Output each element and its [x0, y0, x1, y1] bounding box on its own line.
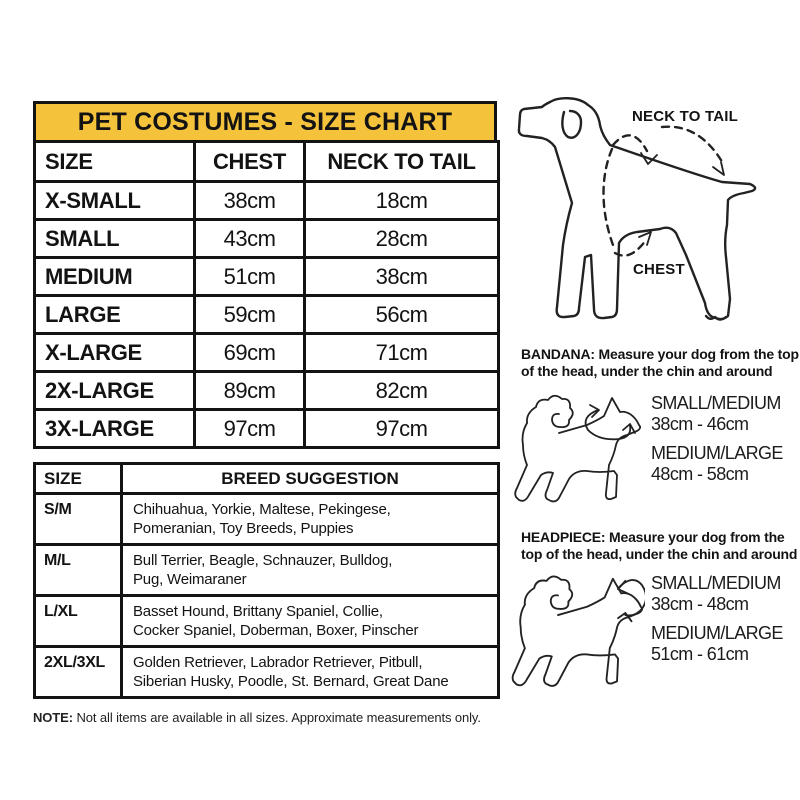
column-header-neck-to-tail: NECK TO TAIL	[305, 142, 499, 182]
headpiece-diagram	[500, 563, 645, 693]
breed-cell	[122, 545, 499, 596]
size-option-label: MEDIUM/LARGE	[651, 623, 783, 643]
footnote-text: Not all items are available in all sizes. Approximate measurements only.	[76, 710, 481, 725]
breed-line: Cocker Spaniel, Doberman, Boxer, Pinscher	[133, 622, 419, 639]
neck-cell: 97cm	[305, 410, 499, 448]
chest-cell: 89cm	[195, 372, 305, 410]
neck-cell: 56cm	[305, 296, 499, 334]
table-row	[35, 494, 499, 545]
table-row	[35, 220, 499, 258]
size-option-range: 38cm - 46cm	[651, 414, 749, 434]
breed-line: Basset Hound, Brittany Spaniel, Collie,	[133, 603, 383, 620]
table-row	[35, 334, 499, 372]
column-header-chest: CHEST	[195, 142, 305, 182]
chart-title-banner	[33, 101, 497, 143]
size-cell: X-LARGE	[35, 334, 195, 372]
neck-cell: 28cm	[305, 220, 499, 258]
chest-cell: 38cm	[195, 182, 305, 220]
chest-cell: 59cm	[195, 296, 305, 334]
chest-cell: 51cm	[195, 258, 305, 296]
breed-line: Pug, Weimaraner	[133, 571, 247, 588]
neck-to-tail-label: NECK TO TAIL	[632, 108, 739, 125]
footnote	[33, 710, 497, 725]
table-row	[35, 372, 499, 410]
size-cell: 2X-LARGE	[35, 372, 195, 410]
breed-line: Golden Retriever, Labrador Retriever, Pitbull,	[133, 654, 423, 671]
size-cell: S/M	[35, 494, 122, 545]
size-option-label: SMALL/MEDIUM	[651, 393, 781, 413]
headpiece-instructions-line: HEADPIECE: Measure your dog from the	[521, 529, 785, 545]
size-option	[651, 623, 783, 664]
neck-cell: 18cm	[305, 182, 499, 220]
size-cell: L/XL	[35, 596, 122, 647]
breed-cell	[122, 596, 499, 647]
column-header-size: SIZE	[35, 464, 122, 494]
chest-cell: 43cm	[195, 220, 305, 258]
headpiece-instructions-line: top of the head, under the chin and around	[521, 546, 798, 562]
size-option-label: SMALL/MEDIUM	[651, 573, 781, 593]
table-row	[35, 182, 499, 220]
size-option	[651, 573, 783, 614]
footnote-label: NOTE:	[33, 710, 73, 725]
breed-suggestion-table	[33, 462, 500, 699]
table-row	[35, 647, 499, 698]
tables-column	[33, 101, 497, 725]
table-row	[35, 296, 499, 334]
neck-cell: 82cm	[305, 372, 499, 410]
size-option	[651, 393, 783, 434]
breed-line: Bull Terrier, Beagle, Schnauzer, Bulldog,	[133, 552, 393, 569]
chest-label: CHEST	[633, 261, 685, 278]
size-option-range: 38cm - 48cm	[651, 594, 749, 614]
headpiece-dog-icon	[500, 563, 645, 693]
size-cell: SMALL	[35, 220, 195, 258]
table-header-row	[35, 464, 499, 494]
size-option-range: 48cm - 58cm	[651, 464, 749, 484]
column-header-size: SIZE	[35, 142, 195, 182]
bandana-dog-icon	[503, 383, 643, 508]
bandana-sizes	[651, 393, 783, 493]
chest-cell: 69cm	[195, 334, 305, 372]
size-cell: 3X-LARGE	[35, 410, 195, 448]
bandana-instructions	[521, 346, 799, 380]
breed-line: Siberian Husky, Poodle, St. Bernard, Great Dane	[133, 673, 449, 690]
breed-cell	[122, 494, 499, 545]
size-measurements-table	[33, 140, 500, 449]
neck-cell: 38cm	[305, 258, 499, 296]
bandana-instructions-line: BANDANA: Measure your dog from the top	[521, 346, 799, 362]
neck-cell: 71cm	[305, 334, 499, 372]
size-cell: MEDIUM	[35, 258, 195, 296]
bandana-instructions-line: of the head, under the chin and around	[521, 363, 773, 379]
column-header-breed: BREED SUGGESTION	[122, 464, 499, 494]
table-row	[35, 545, 499, 596]
breed-cell	[122, 647, 499, 698]
size-cell: M/L	[35, 545, 122, 596]
breed-line: Pomeranian, Toy Breeds, Puppies	[133, 520, 354, 537]
table-row	[35, 410, 499, 448]
size-cell: 2XL/3XL	[35, 647, 122, 698]
table-header-row	[35, 142, 499, 182]
size-cell: X-SMALL	[35, 182, 195, 220]
size-cell: LARGE	[35, 296, 195, 334]
size-option	[651, 443, 783, 484]
table-row	[35, 258, 499, 296]
size-option-label: MEDIUM/LARGE	[651, 443, 783, 463]
headpiece-sizes	[651, 573, 783, 673]
dog-measurement-diagram	[500, 85, 800, 335]
bandana-diagram	[503, 383, 643, 508]
breed-line: Chihuahua, Yorkie, Maltese, Pekingese,	[133, 501, 391, 518]
headpiece-instructions	[521, 529, 797, 563]
page-title: PET COSTUMES - SIZE CHART	[77, 107, 453, 136]
table-row	[35, 596, 499, 647]
size-option-range: 51cm - 61cm	[651, 644, 749, 664]
chest-cell: 97cm	[195, 410, 305, 448]
